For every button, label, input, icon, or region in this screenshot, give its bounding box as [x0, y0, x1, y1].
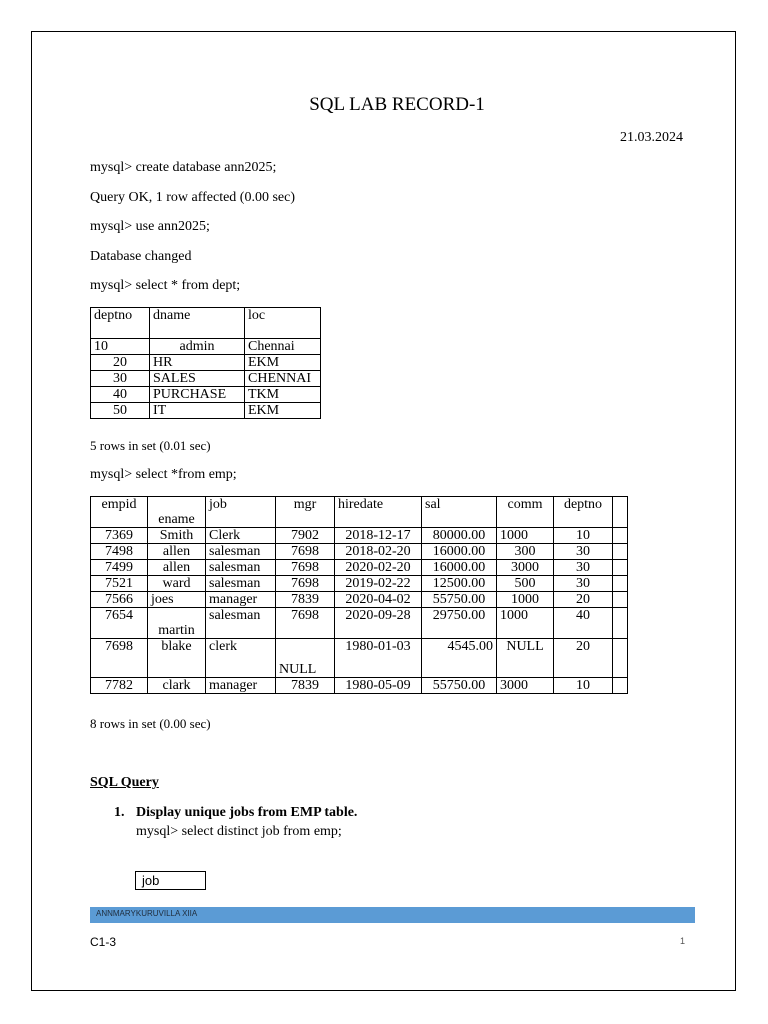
table-cell: 3000 [497, 678, 554, 694]
emp-header-mgr: mgr [276, 497, 335, 528]
page-number: 1 [680, 936, 686, 946]
page-title: SQL LAB RECORD-1 [309, 94, 485, 115]
table-cell: 2018-02-20 [335, 544, 422, 560]
table-cell: CHENNAI [245, 371, 321, 387]
table-cell: 1000 [497, 592, 554, 608]
table-row [91, 528, 628, 544]
table-cell: 20 [554, 639, 613, 678]
table-row [91, 592, 628, 608]
query-heading [114, 805, 357, 821]
table-row [91, 608, 628, 639]
table-cell: manager [206, 678, 276, 694]
table-cell: 29750.00 [422, 608, 497, 639]
table-cell: 7521 [91, 576, 148, 592]
table-cell: admin [150, 339, 245, 355]
table-cell: 2018-12-17 [335, 528, 422, 544]
table-cell: PURCHASE [150, 387, 245, 403]
table-cell: 1980-01-03 [335, 639, 422, 678]
table-row [91, 371, 321, 387]
table-cell: 2019-02-22 [335, 576, 422, 592]
table-row [91, 576, 628, 592]
table-cell: 1000 [497, 608, 554, 639]
emp-table [90, 496, 628, 694]
table-cell: 7839 [276, 678, 335, 694]
table-cell: clerk [206, 639, 276, 678]
table-cell: 55750.00 [422, 592, 497, 608]
emp-header-job: job [206, 497, 276, 528]
table-cell: 30 [91, 371, 150, 387]
table-cell: salesman [206, 576, 276, 592]
emp-header-row [91, 497, 628, 528]
table-cell: 50 [91, 403, 150, 419]
table-row [91, 355, 321, 371]
table-cell [613, 528, 628, 544]
table-cell: 7698 [91, 639, 148, 678]
table-cell: 7698 [276, 576, 335, 592]
table-cell: 7498 [91, 544, 148, 560]
table-cell: 10 [554, 678, 613, 694]
table-cell: 80000.00 [422, 528, 497, 544]
emp-header-deptno: deptno [554, 497, 613, 528]
table-cell: 7839 [276, 592, 335, 608]
table-cell [613, 639, 628, 678]
table-cell: 40 [554, 608, 613, 639]
table-cell: 3000 [497, 560, 554, 576]
table-row [91, 339, 321, 355]
emp-header-comm: comm [497, 497, 554, 528]
table-cell: allen [148, 544, 206, 560]
table-row [91, 403, 321, 419]
query-number: 1. [114, 805, 125, 820]
table-cell [613, 544, 628, 560]
table-cell: 16000.00 [422, 560, 497, 576]
table-cell: 7902 [276, 528, 335, 544]
dept-rowcount: 5 rows in set (0.01 sec) [90, 438, 211, 453]
table-row [91, 387, 321, 403]
sql-output-line: Database changed [90, 249, 192, 264]
table-cell: 7698 [276, 560, 335, 576]
table-cell [613, 592, 628, 608]
query-sql: mysql> select distinct job from emp; [136, 824, 342, 839]
table-cell: martin [148, 608, 206, 639]
table-cell: NULL [497, 639, 554, 678]
table-cell: 7782 [91, 678, 148, 694]
table-cell: 4545.00 [422, 639, 497, 678]
section-heading: SQL Query [90, 775, 159, 790]
table-cell: joes [148, 592, 206, 608]
table-cell: 10 [91, 339, 150, 355]
table-cell: 30 [554, 560, 613, 576]
table-cell: 12500.00 [422, 576, 497, 592]
sql-line: mysql> use ann2025; [90, 219, 210, 234]
table-cell [613, 560, 628, 576]
emp-header-extra [613, 497, 628, 528]
table-cell: 10 [554, 528, 613, 544]
table-cell: 30 [554, 544, 613, 560]
table-cell: Chennai [245, 339, 321, 355]
dept-table [90, 307, 321, 419]
table-cell: 16000.00 [422, 544, 497, 560]
table-cell [613, 608, 628, 639]
table-cell: SALES [150, 371, 245, 387]
sql-line: mysql> create database ann2025; [90, 160, 277, 175]
dept-header-row [91, 308, 321, 339]
emp-header-hiredate: hiredate [335, 497, 422, 528]
table-cell: 20 [91, 355, 150, 371]
dept-header-loc: loc [245, 308, 321, 339]
table-cell: clark [148, 678, 206, 694]
footer-code: C1-3 [90, 935, 117, 949]
footer-author: ANNMARYKURUVILLA XIIA [96, 909, 198, 918]
emp-header-empid: empid [91, 497, 148, 528]
table-cell: ward [148, 576, 206, 592]
table-cell: 7566 [91, 592, 148, 608]
table-cell: salesman [206, 608, 276, 639]
table-cell: allen [148, 560, 206, 576]
query-title: Display unique jobs from EMP table. [136, 805, 358, 820]
table-cell: 7499 [91, 560, 148, 576]
table-cell: EKM [245, 355, 321, 371]
table-cell: 1980-05-09 [335, 678, 422, 694]
table-cell: 2020-09-28 [335, 608, 422, 639]
table-cell [613, 576, 628, 592]
table-cell: blake [148, 639, 206, 678]
table-cell: 7369 [91, 528, 148, 544]
emp-header-sal: sal [422, 497, 497, 528]
table-cell: EKM [245, 403, 321, 419]
table-cell: 2020-02-20 [335, 560, 422, 576]
table-cell: IT [150, 403, 245, 419]
table-cell: 7698 [276, 544, 335, 560]
table-cell: 20 [554, 592, 613, 608]
table-cell: HR [150, 355, 245, 371]
record-date: 21.03.2024 [620, 130, 683, 145]
table-cell: TKM [245, 387, 321, 403]
table-cell: NULL [276, 639, 335, 678]
table-cell: Clerk [206, 528, 276, 544]
dept-header-deptno: deptno [91, 308, 150, 339]
emp-header-ename: ename [148, 497, 206, 528]
emp-rowcount: 8 rows in set (0.00 sec) [90, 716, 211, 731]
table-cell: salesman [206, 560, 276, 576]
table-cell: 7698 [276, 608, 335, 639]
table-cell: 1000 [497, 528, 554, 544]
table-cell [613, 678, 628, 694]
table-cell: 55750.00 [422, 678, 497, 694]
table-row [91, 560, 628, 576]
table-cell: 300 [497, 544, 554, 560]
table-cell: 40 [91, 387, 150, 403]
table-cell: Smith [148, 528, 206, 544]
sql-line: mysql> select * from dept; [90, 278, 241, 293]
table-cell: salesman [206, 544, 276, 560]
table-cell: 2020-04-02 [335, 592, 422, 608]
table-cell: 30 [554, 576, 613, 592]
table-row [91, 639, 628, 678]
result-header-cell: job [135, 871, 206, 890]
table-row [91, 678, 628, 694]
sql-output-line: Query OK, 1 row affected (0.00 sec) [90, 190, 295, 205]
table-row [91, 544, 628, 560]
table-cell: 7654 [91, 608, 148, 639]
sql-line: mysql> select *from emp; [90, 467, 237, 482]
table-cell: manager [206, 592, 276, 608]
dept-header-dname: dname [150, 308, 245, 339]
table-cell: 500 [497, 576, 554, 592]
